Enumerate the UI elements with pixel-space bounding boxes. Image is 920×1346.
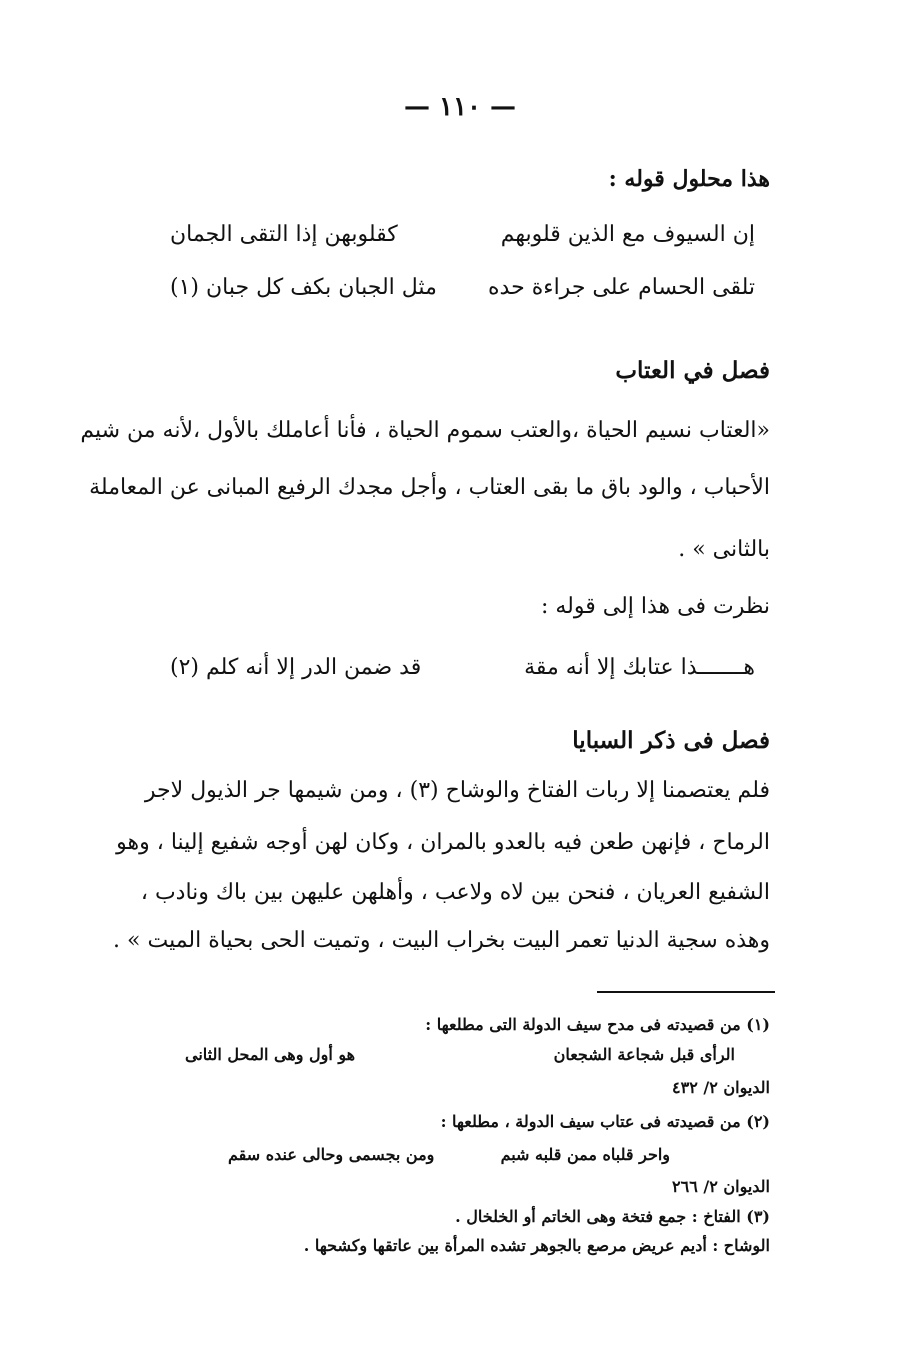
verse-3-second-hemistich: قد ضمن الدر إلا أنه كلم (٢) xyxy=(170,655,422,680)
section2-intro: نظرت فى هذا إلى قوله : xyxy=(540,594,770,619)
section2-line-3: بالثانى » . xyxy=(678,537,770,562)
footnote-2-reference: الديوان ٢/ ٢٦٦ xyxy=(672,1177,770,1196)
section3-line-4: وهذه سجية الدنيا تعمر البيت بخراب البيت ، وتميت الحى بحياة الميت » . xyxy=(113,928,770,953)
section3-line-3: الشفيع العريان ، فنحن بين لاه ولاعب ، وأهلهن عليهن بين باك ونادب ، xyxy=(140,880,770,905)
verse-2-first-hemistich: تلقى الحسام على جراءة حده xyxy=(488,275,755,300)
footnote-2-verse-first: واحر قلباه ممن قلبه شبم xyxy=(500,1145,670,1164)
verse-2 xyxy=(170,275,755,309)
footnote-1-reference: الديوان ٢/ ٤٣٢ xyxy=(672,1078,770,1097)
section3-line-2: الرماح ، فإنهن طعن فيه بالعدو بالمران ، وكان لهن أوجه شفيع إلينا ، وهو xyxy=(116,830,770,855)
verse-3-first-hemistich: هـــــــذا عتابك إلا أنه مقة xyxy=(524,655,755,680)
section2-line-1: «العتاب نسيم الحياة ،والعتب سموم الحياة ، فأنا أعاملك بالأول ،لأنه من شيم xyxy=(80,418,770,443)
page-number: — ١١٠ — xyxy=(403,92,517,122)
footnote-1-title: (١) من قصيدته فى مدح سيف الدولة التى مطلعها : xyxy=(425,1015,770,1034)
footnote-1-verse-second: هو أول وهى المحل الثانى xyxy=(185,1045,356,1064)
footnote-1-verse-first: الرأى قبل شجاعة الشجعان xyxy=(553,1045,735,1064)
verse-3 xyxy=(170,655,755,689)
section2-heading: فصل في العتاب xyxy=(615,357,770,384)
section2-line-2: الأحباب ، والود باق ما بقى العتاب ، وأجل مجدك الرفيع المبانى عن المعاملة xyxy=(89,475,770,500)
verse-1-first-hemistich: إن السيوف مع الذين قلوبهم xyxy=(500,222,755,247)
verse-2-second-hemistich: مثل الجبان بكف كل جبان (١) xyxy=(170,275,437,300)
section3-line-1: فلم يعتصمنا إلا ربات الفتاخ والوشاح (٣) ، ومن شيمها جر الذيول لاجر xyxy=(144,778,770,803)
verse-1-second-hemistich: كقلوبهن إذا التقى الجمان xyxy=(170,222,398,247)
section3-heading: فصل فى ذكر السبايا xyxy=(572,727,770,754)
footnote-2-verse-second: ومن بجسمى وحالى عنده سقم xyxy=(228,1145,435,1164)
verse-1 xyxy=(170,222,755,256)
footnote-separator xyxy=(597,991,775,993)
footnote-3-line-2: الوشاح : أديم عريض مرصع بالجوهر تشده المرأة بين عاتقها وكشحها . xyxy=(303,1236,770,1255)
footnote-3-line-1: (٣) الفتاخ : جمع فتخة وهى الخاتم أو الخلخال . xyxy=(455,1207,770,1226)
section1-intro: هذا محلول قوله : xyxy=(608,166,770,192)
footnote-2-title: (٢) من قصيدته فى عتاب سيف الدولة ، مطلعها : xyxy=(440,1112,770,1131)
